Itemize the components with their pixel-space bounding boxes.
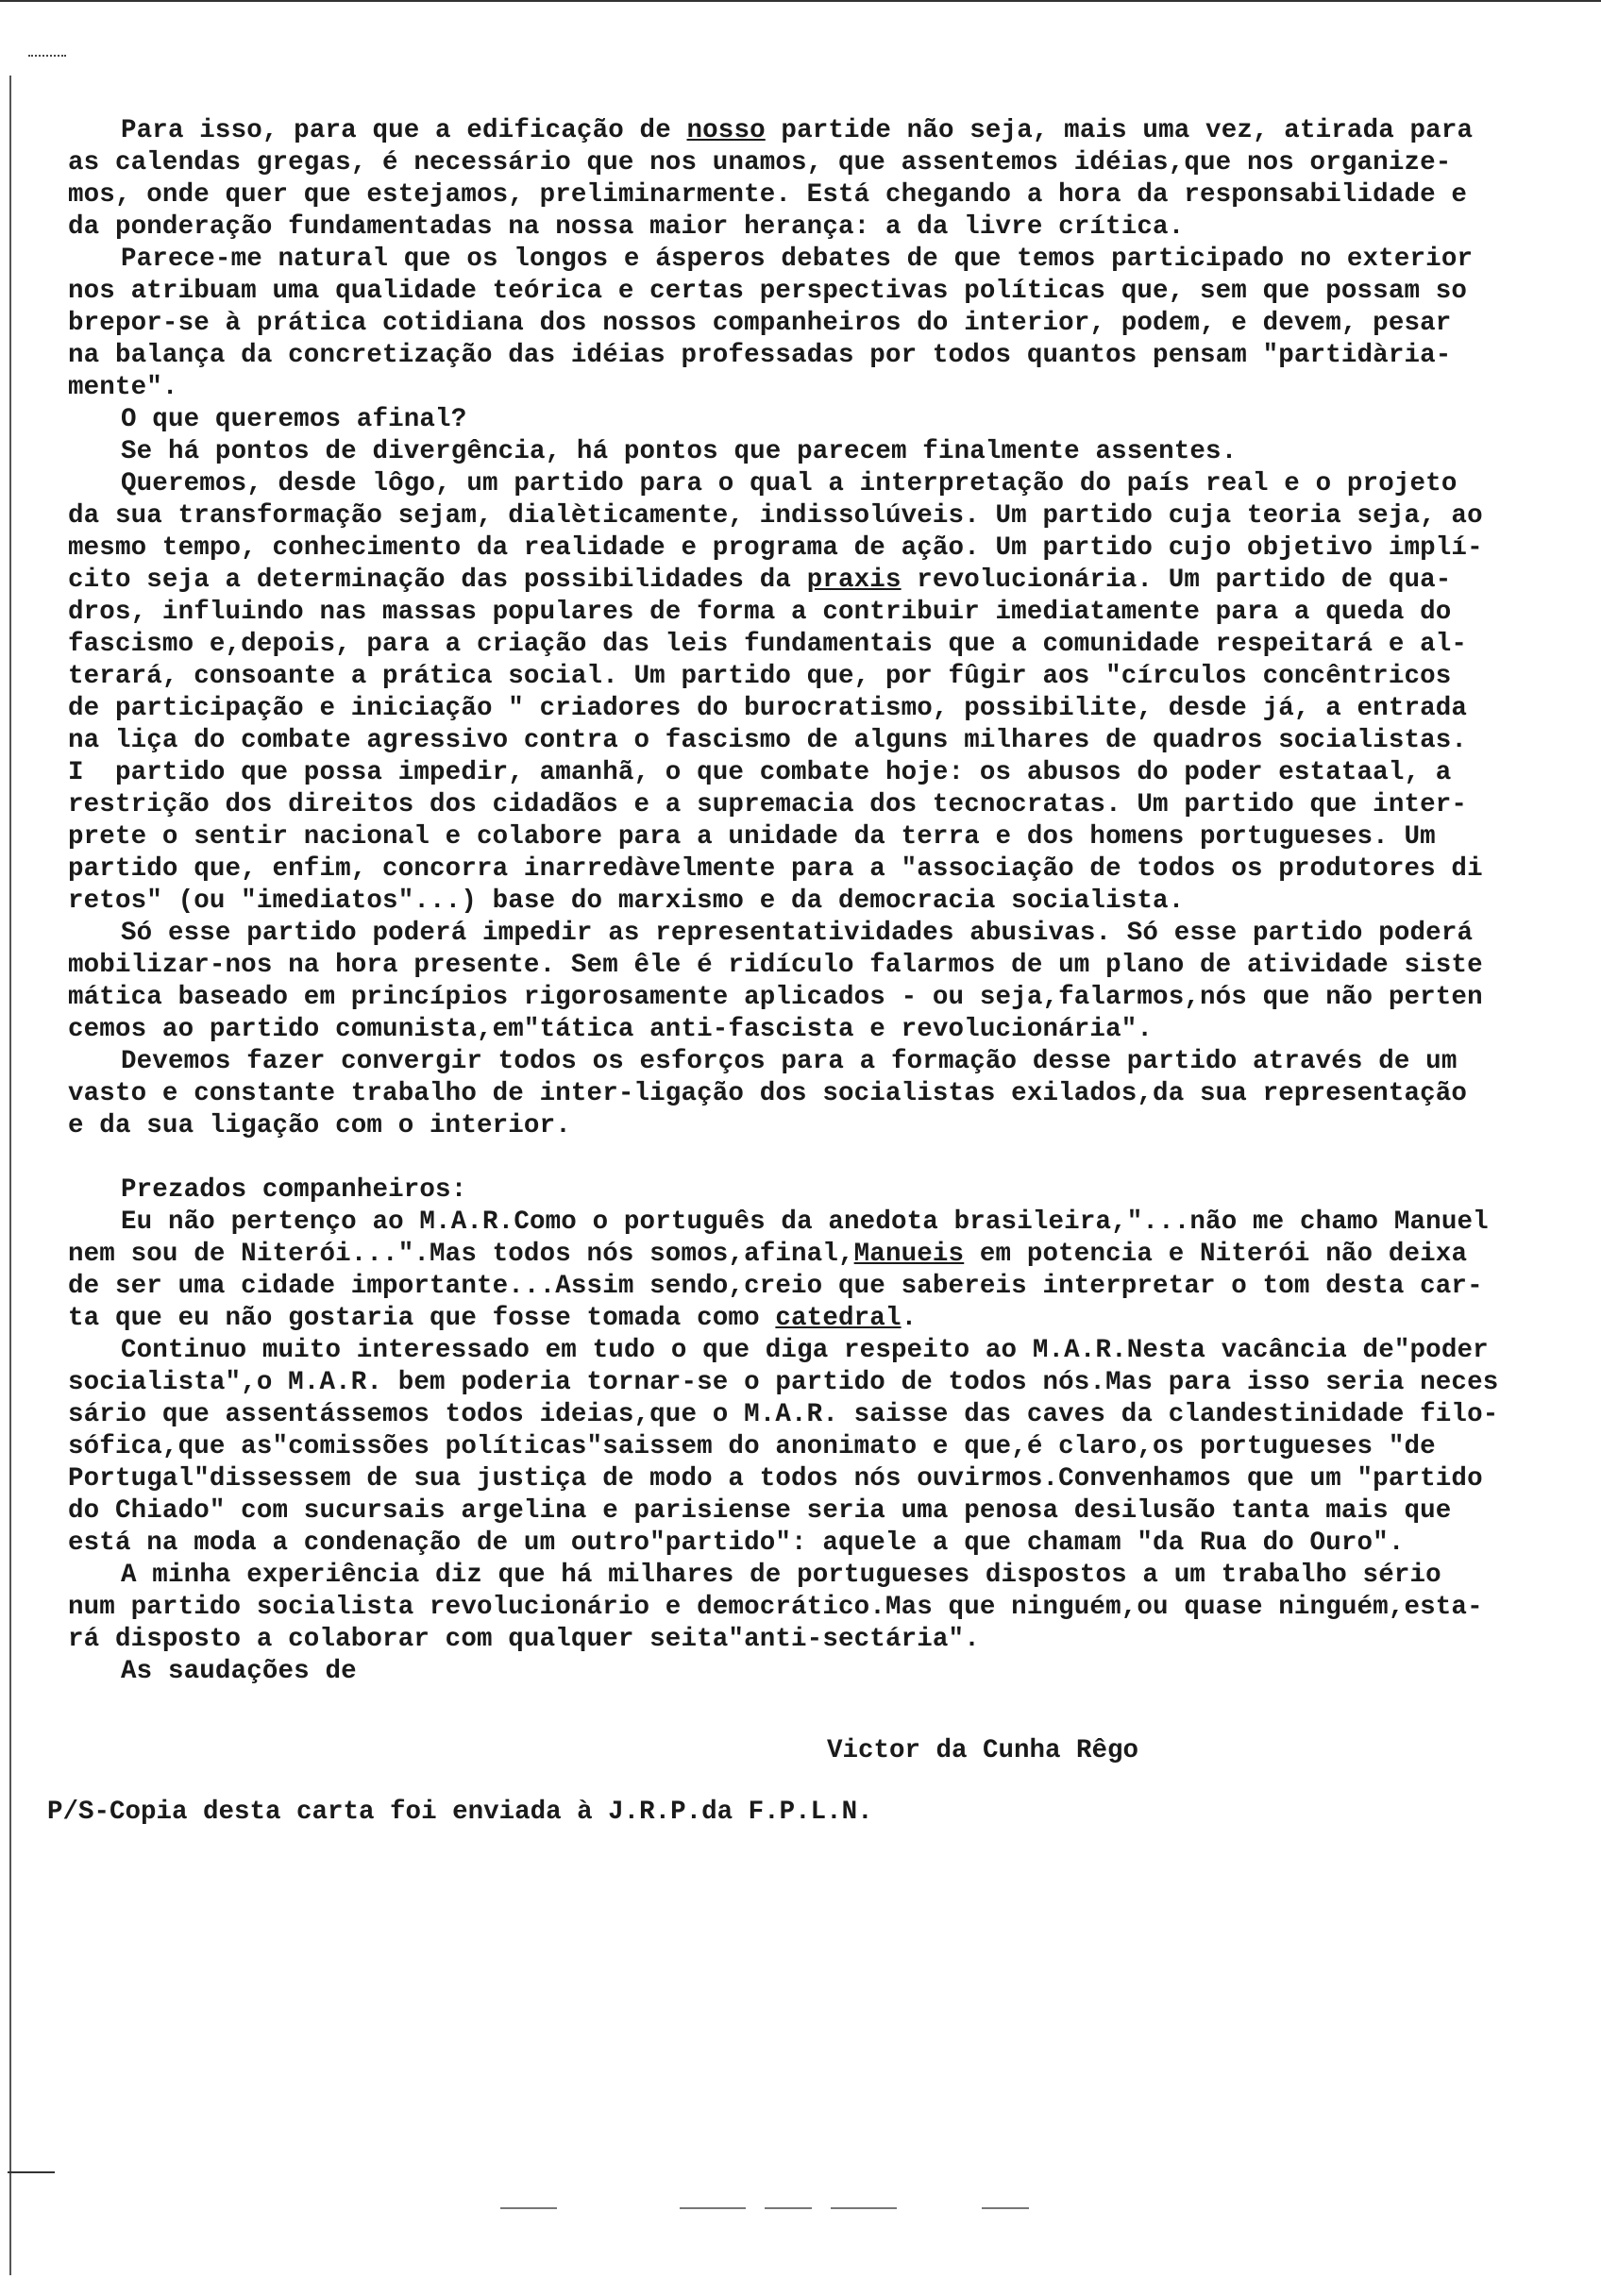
text-run: as calendas gregas, é necessário que nos unamos, que assentemos idéias,que nos organize-	[68, 148, 1452, 177]
text-line	[68, 1303, 1550, 1335]
text-line	[68, 244, 1550, 276]
text-line	[68, 340, 1550, 372]
text-line	[68, 1463, 1550, 1495]
text-line	[68, 211, 1550, 244]
text-run: vasto e constante trabalho de inter-ligação dos socialistas exilados,da sua representação	[68, 1079, 1468, 1108]
text-line	[68, 886, 1550, 918]
text-line	[68, 1335, 1550, 1367]
text-run: mática baseado em princípios rigorosamente aplicados - ou seja,falarmos,nós que não perten	[68, 983, 1483, 1012]
text-line	[68, 821, 1550, 853]
text-line	[68, 1207, 1550, 1239]
text-line	[68, 661, 1550, 693]
page-corner-mark	[8, 2171, 55, 2173]
text-run: prete o sentir nacional e colabore para a unidade da terra e dos homens portugueses. Um	[68, 822, 1436, 852]
text-run: fascismo e,depois, para a criação das leis fundamentais que a comunidade respeitará e al-	[68, 630, 1468, 659]
text-line	[68, 1528, 1550, 1560]
text-line	[68, 1495, 1550, 1528]
text-run: ta que eu não gostaria que fosse tomada como	[68, 1304, 776, 1333]
dash-mark	[680, 2207, 746, 2209]
text-line	[68, 1110, 1550, 1142]
text-run: partide não seja, mais uma vez, atirada para	[765, 116, 1474, 145]
underlined-word: nosso	[686, 116, 766, 145]
text-run: mos, onde quer que estejamos, preliminarmente. Está chegando a hora da responsabilidade e	[68, 180, 1468, 210]
text-line	[68, 1014, 1550, 1046]
text-run: terará, consoante a prática social. Um partido que, por fûgir aos "círculos concêntricos	[68, 662, 1452, 691]
text-line	[68, 404, 1550, 436]
text-run: num partido socialista revolucionário e democrático.Mas que ninguém,ou quase ninguém,esta-	[68, 1593, 1483, 1622]
text-run: mobilizar-nos na hora presente. Sem êle é ridículo falarmos de um plano de atividade siste	[68, 951, 1483, 980]
text-line	[68, 789, 1550, 821]
text-run: Eu não pertenço ao M.A.R.Como o português da anedota brasileira,"...não me chamo Manuel	[121, 1207, 1489, 1237]
text-line	[68, 757, 1550, 789]
text-line	[68, 532, 1550, 565]
text-run: mesmo tempo, conhecimento da realidade e programa de ação. Um partido cujo objetivo implí-	[68, 533, 1483, 563]
text-line	[68, 1560, 1550, 1592]
text-run: sário que assentássemos todos ideias,que o M.A.R. saisse das caves da clandestinidade filo-	[68, 1400, 1499, 1429]
text-run: brepor-se à prática cotidiana dos nossos companheiros do interior, podem, e devem, pesar	[68, 309, 1452, 338]
text-run: Queremos, desde lôgo, um partido para o qual a interpretação do país real e o projeto	[121, 469, 1458, 498]
text-run: .	[901, 1304, 918, 1333]
text-run: As saudações de	[121, 1657, 357, 1686]
dash-mark	[500, 2207, 557, 2209]
text-line	[68, 982, 1550, 1014]
text-run: I partido que possa impedir, amanhã, o que combate hoje: os abusos do poder estataal, a	[68, 758, 1452, 787]
text-line	[68, 436, 1550, 468]
text-run: cemos ao partido comunista,em"tática anti-fascista e revolucionária".	[68, 1015, 1154, 1044]
text-line	[68, 1624, 1550, 1656]
bottom-dash-marks	[500, 2207, 1029, 2211]
text-line	[68, 950, 1550, 982]
text-line	[68, 1046, 1550, 1078]
text-line	[68, 1174, 1550, 1207]
text-run: cito seja a determinação das possibilidades da	[68, 566, 807, 595]
text-run: retos" (ou "imediatos"...) base do marxismo e da democracia socialista.	[68, 886, 1185, 916]
text-run: e da sua ligação com o interior.	[68, 1111, 571, 1140]
text-line	[68, 1592, 1550, 1624]
dash-mark	[765, 2207, 812, 2209]
text-run: Continuo muito interessado em tudo o que diga respeito ao M.A.R.Nesta vacância de"poder	[121, 1336, 1489, 1365]
text-run: na liça do combate agressivo contra o fascismo de alguns milhares de quadros socialistas.	[68, 726, 1468, 755]
underlined-word: Manueis	[853, 1240, 965, 1269]
postscript: P/S-Copia desta carta foi enviada à J.R.P.da F.P.L.N.	[47, 1798, 873, 1827]
paragraph-gap	[68, 1142, 1550, 1174]
text-run: Só esse partido poderá impedir as representatividades abusivas. Só esse partido poderá	[121, 919, 1474, 948]
text-run: revolucionária. Um partido de qua-	[901, 566, 1452, 595]
signature: Victor da Cunha Rêgo	[827, 1736, 1139, 1765]
dash-mark	[982, 2207, 1029, 2209]
text-run: Prezados companheiros:	[121, 1175, 467, 1205]
text-run: em potencia e Niterói não deixa	[964, 1240, 1468, 1269]
text-run: do Chiado" com sucursais argelina e parisiense seria uma penosa desilusão tanta mais que	[68, 1496, 1452, 1526]
text-run: sófica,que as"comissões políticas"saissem do anonimato e que,é claro,os portugueses "de	[68, 1432, 1436, 1461]
text-run: partido que, enfim, concorra inarredàvelmente para a "associação de todos os produtores di	[68, 854, 1483, 884]
text-run: A minha experiência diz que há milhares de portugueses dispostos a um trabalho sério	[121, 1561, 1441, 1590]
text-run: da sua transformação sejam, dialèticamente, indissolúveis. Um partido cuja teoria seja, ao	[68, 501, 1483, 531]
text-run: rá disposto a colaborar com qualquer seita"anti-sectária".	[68, 1625, 980, 1654]
text-run: Parece-me natural que os longos e ásperos debates de que temos participado no exterior	[121, 245, 1474, 274]
page-top-edge	[0, 0, 1601, 2]
text-line	[68, 468, 1550, 500]
text-line	[68, 1239, 1550, 1271]
text-run: da ponderação fundamentadas na nossa maior herança: a da livre crítica.	[68, 212, 1185, 242]
text-run: de ser uma cidade importante...Assim sendo,creio que sabereis interpretar o tom desta car-	[68, 1272, 1483, 1301]
text-run: nos atribuam uma qualidade teórica e certas perspectivas políticas que, sem que possam so	[68, 277, 1468, 306]
dash-mark	[831, 2207, 897, 2209]
text-run: Devemos fazer convergir todos os esforços para a formação desse partido através de um	[121, 1047, 1458, 1076]
text-line	[68, 1656, 1550, 1688]
text-run: O que queremos afinal?	[121, 405, 467, 434]
text-line	[68, 115, 1550, 147]
page-left-edge	[9, 76, 11, 2275]
text-line	[68, 1399, 1550, 1431]
text-line	[68, 1431, 1550, 1463]
text-line	[68, 918, 1550, 950]
text-line	[68, 147, 1550, 179]
text-run: de participação e iniciação " criadores do burocratismo, possibilite, desde já, a entrada	[68, 694, 1468, 723]
text-line	[68, 725, 1550, 757]
underlined-word: praxis	[806, 566, 902, 595]
underlined-word: catedral	[775, 1304, 902, 1333]
text-run: Se há pontos de divergência, há pontos que parecem finalmente assentes.	[121, 437, 1238, 466]
text-run: dros, influindo nas massas populares de forma a contribuir imediatamente para a queda do	[68, 598, 1452, 627]
text-line	[68, 276, 1550, 308]
text-line	[68, 693, 1550, 725]
text-run: restrição dos direitos dos cidadãos e a supremacia dos tecnocratas. Um partido que inter-	[68, 790, 1468, 819]
text-line	[68, 629, 1550, 661]
text-run: mente".	[68, 373, 178, 402]
letter-body	[68, 115, 1550, 1688]
text-run: na balança da concretização das idéias professadas por todos quantos pensam "partidària-	[68, 341, 1452, 370]
text-line	[68, 1367, 1550, 1399]
text-line	[68, 565, 1550, 597]
text-line	[68, 179, 1550, 211]
text-line	[68, 372, 1550, 404]
text-line	[68, 597, 1550, 629]
text-line	[68, 308, 1550, 340]
text-line	[68, 500, 1550, 532]
text-line	[68, 1078, 1550, 1110]
text-run: está na moda a condenação de um outro"partido": aquele a que chamam "da Rua do Ouro".	[68, 1528, 1405, 1558]
text-line	[68, 853, 1550, 886]
scan-artifact	[28, 55, 66, 60]
text-run: Portugal"dissessem de sua justiça de modo a todos nós ouvirmos.Convenhamos que um "partido	[68, 1464, 1483, 1494]
text-run: nem sou de Niterói...".Mas todos nós somos,afinal,	[68, 1240, 854, 1269]
text-line	[68, 1271, 1550, 1303]
text-run: socialista",o M.A.R. bem poderia tornar-se o partido de todos nós.Mas para isso seria neces	[68, 1368, 1499, 1397]
text-run: Para isso, para que a edificação de	[121, 116, 687, 145]
